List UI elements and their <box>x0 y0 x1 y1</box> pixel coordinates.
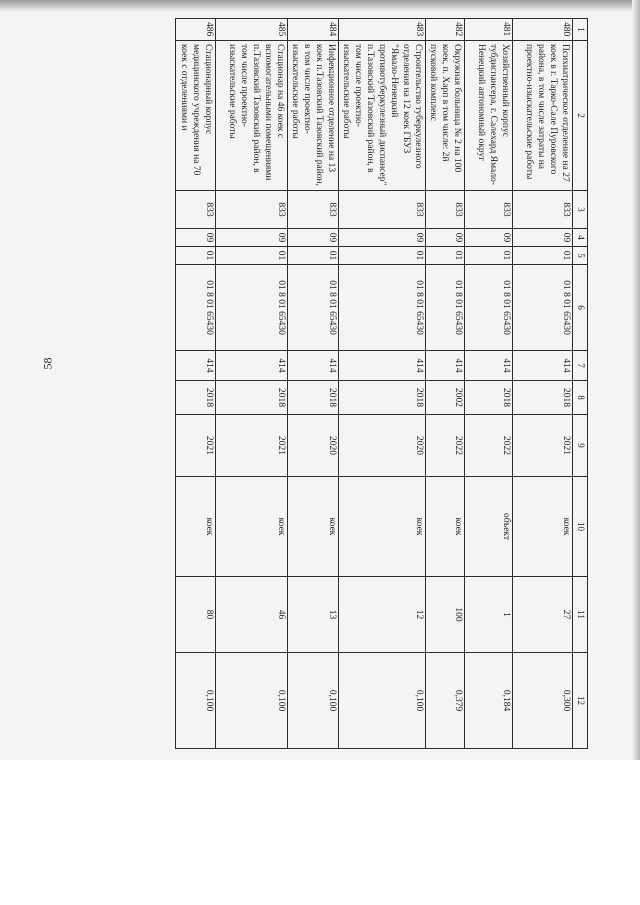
column-header: 2 <box>573 41 588 191</box>
cell-target-article: 01 8 01 65430 <box>216 265 288 351</box>
object-name: Инфекционное отделение на 13 коек п.Тазовский Тазовский район, в том числе проектно-изыскательские работы <box>288 41 339 191</box>
cell-end-year: 2022 <box>426 415 465 477</box>
row-number: 483 <box>339 19 426 41</box>
object-name: Стационар на 46 коек с вспомогательными помещениями п.Тазовский Тазовский район, в том числе проектно-изыскательские работы <box>216 41 288 191</box>
cell-target-article: 01 8 01 65430 <box>465 265 513 351</box>
rotated-table-wrapper <box>108 18 588 748</box>
scan-edge-shadow-right <box>632 0 640 760</box>
column-header: 12 <box>573 653 588 749</box>
column-header: 5 <box>573 247 588 265</box>
cell-start-year: 2018 <box>288 381 339 415</box>
cell-capacity: 100 <box>426 577 465 653</box>
cell-target-article: 01 8 01 65430 <box>513 265 573 351</box>
cell-code: 833 <box>426 191 465 229</box>
row-number: 484 <box>288 19 339 41</box>
column-header: 9 <box>573 415 588 477</box>
cell-amount: 0,100 <box>176 653 216 749</box>
cell-unit: коек <box>288 477 339 577</box>
budget-table <box>175 18 588 749</box>
cell-code: 833 <box>216 191 288 229</box>
cell-end-year: 2020 <box>339 415 426 477</box>
cell-start-year: 2018 <box>176 381 216 415</box>
cell-code: 833 <box>288 191 339 229</box>
cell-target-article: 01 8 01 65430 <box>176 265 216 351</box>
cell-unit: коек <box>426 477 465 577</box>
scan-edge-shadow <box>0 0 640 12</box>
column-header: 3 <box>573 191 588 229</box>
cell-amount: 0,184 <box>465 653 513 749</box>
object-name: Окружная больница № 2 на 100 коек, п. Харп в том числе: 2й пусковой комплекс <box>426 41 465 191</box>
row-number: 482 <box>426 19 465 41</box>
cell-section: 09 <box>176 229 216 247</box>
table-row <box>513 19 573 749</box>
cell-subsection: 01 <box>426 247 465 265</box>
cell-expense-type: 414 <box>513 351 573 381</box>
cell-unit: коек <box>513 477 573 577</box>
cell-end-year: 2020 <box>288 415 339 477</box>
column-header: 11 <box>573 577 588 653</box>
cell-start-year: 2018 <box>339 381 426 415</box>
cell-amount: 0,379 <box>426 653 465 749</box>
cell-target-article: 01 8 01 65430 <box>288 265 339 351</box>
cell-expense-type: 414 <box>465 351 513 381</box>
cell-capacity: 13 <box>288 577 339 653</box>
cell-amount: 0,100 <box>339 653 426 749</box>
cell-code: 833 <box>513 191 573 229</box>
cell-start-year: 2018 <box>216 381 288 415</box>
column-number-row <box>573 19 588 749</box>
cell-unit: коек <box>339 477 426 577</box>
cell-amount: 0,300 <box>513 653 573 749</box>
table-row <box>465 19 513 749</box>
table-row <box>339 19 426 749</box>
table-row <box>176 19 216 749</box>
cell-start-year: 2018 <box>465 381 513 415</box>
cell-end-year: 2021 <box>513 415 573 477</box>
cell-start-year: 2018 <box>513 381 573 415</box>
cell-code: 833 <box>465 191 513 229</box>
cell-capacity: 27 <box>513 577 573 653</box>
cell-section: 09 <box>465 229 513 247</box>
cell-end-year: 2022 <box>465 415 513 477</box>
cell-unit: объект <box>465 477 513 577</box>
cell-expense-type: 414 <box>339 351 426 381</box>
cell-section: 09 <box>513 229 573 247</box>
column-header: 4 <box>573 229 588 247</box>
row-number: 481 <box>465 19 513 41</box>
row-number: 486 <box>176 19 216 41</box>
object-name: Стационарный корпус медицинского учреждения на 70 коек с отделениями и <box>176 41 216 191</box>
table-row <box>288 19 339 749</box>
cell-target-article: 01 8 01 65430 <box>426 265 465 351</box>
cell-capacity: 46 <box>216 577 288 653</box>
cell-section: 09 <box>288 229 339 247</box>
cell-expense-type: 414 <box>216 351 288 381</box>
cell-expense-type: 414 <box>426 351 465 381</box>
cell-subsection: 01 <box>288 247 339 265</box>
table-row <box>426 19 465 749</box>
cell-expense-type: 414 <box>176 351 216 381</box>
object-name: Хозяйственный корпус тубдиспансера, г. Салехард Ямало-Ненецкий автономный округ <box>465 41 513 191</box>
table-row <box>216 19 288 749</box>
cell-capacity: 80 <box>176 577 216 653</box>
row-number: 480 <box>513 19 573 41</box>
cell-section: 09 <box>216 229 288 247</box>
cell-end-year: 2021 <box>176 415 216 477</box>
page-number: 58 <box>40 357 55 370</box>
cell-unit: коек <box>176 477 216 577</box>
cell-amount: 0,100 <box>216 653 288 749</box>
cell-capacity: 12 <box>339 577 426 653</box>
cell-amount: 0,100 <box>288 653 339 749</box>
cell-code: 833 <box>176 191 216 229</box>
row-number: 485 <box>216 19 288 41</box>
cell-subsection: 01 <box>513 247 573 265</box>
object-name: Психиатрическое отделение на 27 коек в г. Тарко-Сале Пуровского района, в том числе затраты на проектно-изыскательские работы <box>513 41 573 191</box>
column-header: 10 <box>573 477 588 577</box>
cell-subsection: 01 <box>216 247 288 265</box>
cell-subsection: 01 <box>176 247 216 265</box>
cell-capacity: 1 <box>465 577 513 653</box>
cell-target-article: 01 8 01 65430 <box>339 265 426 351</box>
cell-code: 833 <box>339 191 426 229</box>
cell-subsection: 01 <box>465 247 513 265</box>
cell-start-year: 2002 <box>426 381 465 415</box>
cell-expense-type: 414 <box>288 351 339 381</box>
cell-section: 09 <box>426 229 465 247</box>
column-header: 1 <box>573 19 588 41</box>
cell-end-year: 2021 <box>216 415 288 477</box>
column-header: 8 <box>573 381 588 415</box>
cell-subsection: 01 <box>339 247 426 265</box>
column-header: 7 <box>573 351 588 381</box>
cell-section: 09 <box>339 229 426 247</box>
column-header: 6 <box>573 265 588 351</box>
object-name: Строительство туберкулезного отделения на 12 коек ГБУЗ "Ямало-Ненецкий противотуберкулезный диспансер" п.Тазовский Тазовский район, в том числе проектно-изыскательские работы <box>339 41 426 191</box>
cell-unit: коек <box>216 477 288 577</box>
